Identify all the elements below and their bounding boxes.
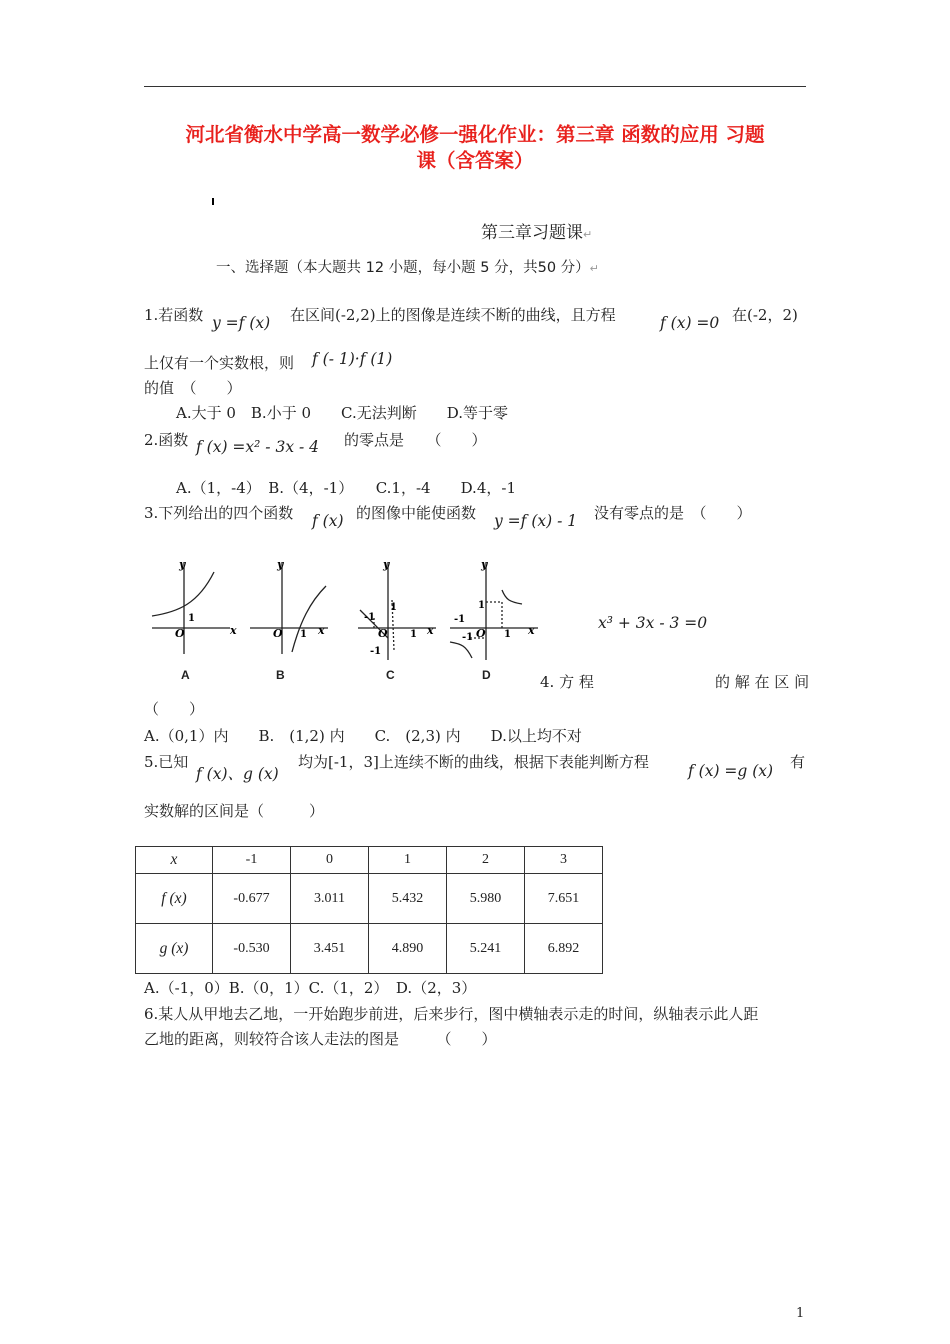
table-row (136, 924, 603, 974)
table-cell: 5.241 (447, 924, 525, 974)
q2-options: A.（1，-4） B.（4，-1） C.1，-4 D.4，-1 (176, 479, 516, 497)
table-header-cell: 2 (447, 847, 525, 874)
q4-paren: （ ） (144, 700, 205, 718)
svg-text:x: x (528, 624, 535, 637)
svg-text:y: y (179, 558, 186, 571)
q2-text-b: 的零点是 （ ） (344, 431, 487, 449)
q3-text-c: 没有零点的是 （ ） (594, 504, 752, 522)
table-cell: -0.677 (213, 874, 291, 924)
svg-text:-1: -1 (370, 646, 382, 657)
q1-text-a: 1.若函数 (144, 306, 204, 324)
q5-text-b: 均为[-1，3]上连续不断的曲线，根据下表能判断方程 (298, 753, 649, 771)
q5-text-c: 有 (790, 753, 806, 771)
q5-funcs: f (x)、g (x) (196, 765, 279, 783)
q3-func2: y =f (x) - 1 (494, 512, 578, 530)
svg-text:O: O (476, 627, 486, 640)
q3-label-a: A (181, 668, 190, 682)
stray-mark (212, 198, 214, 205)
table-header-cell: 0 (291, 847, 369, 874)
q1-product: f (- 1)·f (1) (312, 350, 393, 368)
q3-func: f (x) (312, 512, 344, 530)
table-cell: 7.651 (525, 874, 603, 924)
svg-text:-1: -1 (462, 632, 474, 643)
table-header-cell: 3 (525, 847, 603, 874)
q6-line1: 6.某人从甲地去乙地，一开始跑步前进，后来步行，图中横轴表示走的时间，纵轴表示此人距 (144, 1005, 759, 1023)
q2-func: f (x) =x² - 3x - 4 (196, 438, 320, 456)
q3-text-b: 的图像中能使函数 (356, 504, 477, 522)
svg-text:1: 1 (390, 602, 397, 613)
q1-eq: f (x) =0 (660, 314, 720, 332)
q3-graph-c (354, 556, 440, 664)
table-cell: f (x) (136, 874, 213, 924)
svg-text:1: 1 (504, 629, 511, 640)
svg-text:-1: -1 (454, 614, 466, 625)
q3-graph-b (246, 556, 338, 656)
q4-text-a: 4. 方 程 (540, 673, 594, 691)
q4-equation: x³ + 3x - 3 =0 (598, 614, 708, 632)
table-header-row (136, 847, 603, 874)
q1-options: A.大于 0 B.小于 0 C.无法判断 D.等于零 (176, 404, 508, 422)
table-cell: 5.432 (369, 874, 447, 924)
svg-text:x: x (318, 624, 325, 637)
q3-label-b: B (276, 668, 285, 682)
page-number: 1 (796, 1306, 805, 1321)
svg-text:1: 1 (410, 629, 417, 640)
svg-text:y: y (277, 558, 284, 571)
table-cell: 6.892 (525, 924, 603, 974)
q3-label-d: D (482, 668, 491, 682)
svg-text:x: x (230, 624, 237, 637)
svg-text:y: y (481, 558, 488, 571)
q3-label-c: C (386, 668, 395, 682)
table-header-cell: x (136, 847, 213, 874)
svg-text:-1: -1 (364, 612, 376, 623)
table-header-cell: -1 (213, 847, 291, 874)
header-rule (144, 86, 806, 87)
q3-text-a: 3.下列给出的四个函数 (144, 504, 294, 522)
svg-text:x: x (427, 624, 434, 637)
q3-graph-d (446, 556, 542, 664)
q5-value-table (135, 846, 603, 974)
table-header-cell: 1 (369, 847, 447, 874)
q3-graph-a (148, 556, 240, 656)
table-cell: 3.011 (291, 874, 369, 924)
table-cell: -0.530 (213, 924, 291, 974)
q1-func: y =f (x) (212, 314, 271, 332)
q5-line2: 实数解的区间是（ ） (144, 802, 325, 820)
svg-text:O: O (175, 627, 185, 640)
q5-text-a: 5.已知 (144, 753, 189, 771)
svg-text:1: 1 (478, 600, 485, 611)
q6-line2: 乙地的距离，则较符合该人走法的图是 （ ） (144, 1030, 497, 1048)
q1-line3: 的值 （ ） (144, 379, 242, 397)
table-row (136, 874, 603, 924)
q1-text-c: 在(-2，2) (732, 306, 798, 324)
table-cell: 4.890 (369, 924, 447, 974)
q2-text-a: 2.函数 (144, 431, 189, 449)
svg-text:1: 1 (300, 629, 307, 640)
svg-text:O: O (378, 627, 388, 640)
q1-text-b: 在区间(-2,2)上的图像是连续不断的曲线，且方程 (290, 306, 616, 324)
svg-text:O: O (273, 627, 283, 640)
chapter-title: 第三章习题课↵ (481, 223, 593, 243)
q5-eq: f (x) =g (x) (688, 762, 774, 780)
table-cell: 3.451 (291, 924, 369, 974)
table-cell: 5.980 (447, 874, 525, 924)
svg-text:y: y (383, 558, 390, 571)
table-cell: g (x) (136, 924, 213, 974)
q5-options: A.（-1，0）B.（0，1）C.（1，2） D.（2，3） (144, 979, 477, 997)
q4-options: A.（0,1）内 B. (1,2) 内 C. (2,3) 内 D.以上均不对 (144, 727, 582, 745)
doc-title-line1: 河北省衡水中学高一数学必修一强化作业：第三章 函数的应用 习题 (185, 123, 765, 146)
svg-text:1: 1 (188, 613, 195, 624)
q4-text-b: 的 解 在 区 间 (715, 673, 810, 691)
section-heading: 一、选择题（本大题共 12 小题，每小题 5 分，共50 分）↵ (216, 260, 599, 276)
doc-title-line2: 课（含答案） (416, 149, 534, 172)
q1-line2: 上仅有一个实数根，则 (144, 354, 295, 372)
